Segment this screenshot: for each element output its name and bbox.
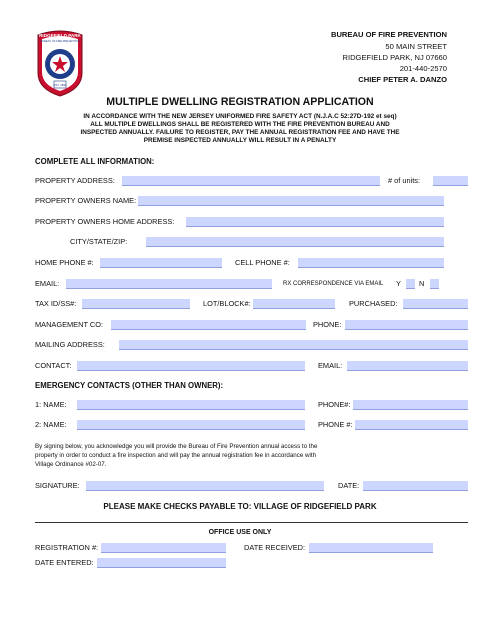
emergency-phone-2-field[interactable] (355, 420, 468, 430)
bureau-phone: 201-440-2570 (399, 64, 447, 73)
logo-ring-text: BUREAU OF FIRE PREVENTION (40, 40, 80, 43)
consent-line-3: Village Ordinance #02-07. (35, 461, 107, 468)
management-co-label: MANAGEMENT CO: (35, 320, 104, 329)
date-received-label: DATE RECEIVED: (244, 543, 306, 552)
bureau-name: BUREAU OF FIRE PREVENTION (330, 30, 447, 39)
no-checkbox[interactable] (430, 279, 439, 289)
page-title: MULTIPLE DWELLING REGISTRATION APPLICATION (106, 96, 374, 108)
emergency-name-2-field[interactable] (77, 420, 305, 430)
city-field[interactable] (146, 237, 444, 247)
yes-checkbox[interactable] (406, 279, 415, 289)
registration-number-field[interactable] (101, 543, 226, 553)
property-address-label: PROPERTY ADDRESS: (35, 176, 115, 185)
checks-payable-note: PLEASE MAKE CHECKS PAYABLE TO: VILLAGE OF RIDGEFIELD PARK (103, 502, 377, 511)
logo-top-text: RIDGEFIELD PARK (39, 33, 81, 38)
section-heading-emergency: EMERGENCY CONTACTS (OTHER THAN OWNER): (35, 381, 224, 390)
fire-department-logo (34, 29, 86, 97)
date-entered-field[interactable] (97, 558, 226, 568)
cell-phone-field[interactable] (298, 258, 444, 268)
emergency-name-1-label: 1: NAME: (35, 400, 67, 409)
cell-phone-label: CELL PHONE #: (235, 258, 290, 267)
owners-home-field[interactable] (186, 217, 444, 227)
date-label: DATE: (338, 481, 360, 490)
email-field[interactable] (66, 279, 272, 289)
contact-email-label: EMAIL: (318, 361, 343, 370)
section-heading-complete: COMPLETE ALL INFORMATION: (35, 157, 155, 166)
bureau-city: RIDGEFIELD PARK, NJ 07660 (342, 53, 447, 62)
rx-correspondence-label: RX CORRESPONDENCE VIA EMAIL (283, 281, 384, 287)
tax-id-label: TAX ID/SS#: (35, 299, 77, 308)
registration-number-label: REGISTRATION #: (35, 543, 99, 552)
mailing-address-field[interactable] (119, 340, 468, 350)
notice-line-3: INSPECTED ANNUALLY. FAILURE TO REGISTER, PAY THE ANNUAL REGISTRATION FEE AND HAVE THE (80, 129, 400, 136)
office-divider (35, 522, 468, 523)
property-address-field[interactable] (122, 176, 380, 186)
lot-block-field[interactable] (253, 299, 335, 309)
contact-email-field[interactable] (347, 361, 468, 371)
emergency-phone-2-label: PHONE #: (318, 420, 353, 429)
phone-label: PHONE: (313, 320, 342, 329)
no-label: N (419, 279, 425, 288)
contact-label: CONTACT: (35, 361, 72, 370)
signature-field[interactable] (86, 481, 324, 491)
consent-line-2: property in order to conduct a fire inspection and will pay the annual registration fee in accordance with (35, 452, 317, 459)
purchased-label: PURCHASED: (349, 299, 398, 308)
chief-name: CHIEF PETER A. DANZO (358, 75, 447, 84)
emergency-name-2-label: 2: NAME: (35, 420, 67, 429)
owners-home-label: PROPERTY OWNERS HOME ADDRESS: (35, 217, 175, 226)
emergency-phone-1-label: PHONE#: (318, 400, 351, 409)
owners-name-field[interactable] (138, 196, 444, 206)
email-label: EMAIL: (35, 279, 60, 288)
signature-label: SIGNATURE: (35, 481, 80, 490)
emergency-name-1-field[interactable] (77, 400, 305, 410)
emergency-phone-1-field[interactable] (353, 400, 468, 410)
logo-est-text: EST. 1892 (53, 83, 67, 87)
contact-field[interactable] (77, 361, 305, 371)
home-phone-label: HOME PHONE #: (35, 258, 94, 267)
units-label: # of units: (388, 176, 421, 185)
mailing-address-label: MAILING ADDRESS: (35, 340, 105, 349)
notice-line-2: ALL MULTIPLE DWELLINGS SHALL BE REGISTERED WITH THE FIRE PREVENTION BUREAU AND (90, 121, 390, 128)
city-label: CITY/STATE/ZIP: (70, 237, 128, 246)
date-received-field[interactable] (309, 543, 433, 553)
notice-line-4: PREMISE INSPECTED ANNUALLY WILL RESULT IN A PENALTY (143, 137, 337, 144)
date-field[interactable] (363, 481, 468, 491)
owners-name-label: PROPERTY OWNERS NAME: (35, 196, 137, 205)
home-phone-field[interactable] (100, 258, 222, 268)
consent-line-1: By signing below, you acknowledge you will provide the Bureau of Fire Prevention annual access to the (35, 443, 318, 450)
units-field[interactable] (433, 176, 468, 186)
management-co-field[interactable] (111, 320, 306, 330)
lot-block-label: LOT/BLOCK#: (203, 299, 251, 308)
phone-field[interactable] (345, 320, 468, 330)
bureau-street: 50 MAIN STREET (385, 42, 447, 51)
office-use-title: OFFICE USE ONLY (208, 529, 272, 536)
tax-id-field[interactable] (82, 299, 190, 309)
notice-line-1: IN ACCORDANCE WITH THE NEW JERSEY UNIFORMED FIRE SAFETY ACT (N.J.A.C 52:27D-192 et seq) (83, 113, 397, 120)
yes-label: Y (396, 279, 401, 288)
purchased-field[interactable] (403, 299, 468, 309)
date-entered-label: DATE ENTERED: (35, 558, 94, 567)
